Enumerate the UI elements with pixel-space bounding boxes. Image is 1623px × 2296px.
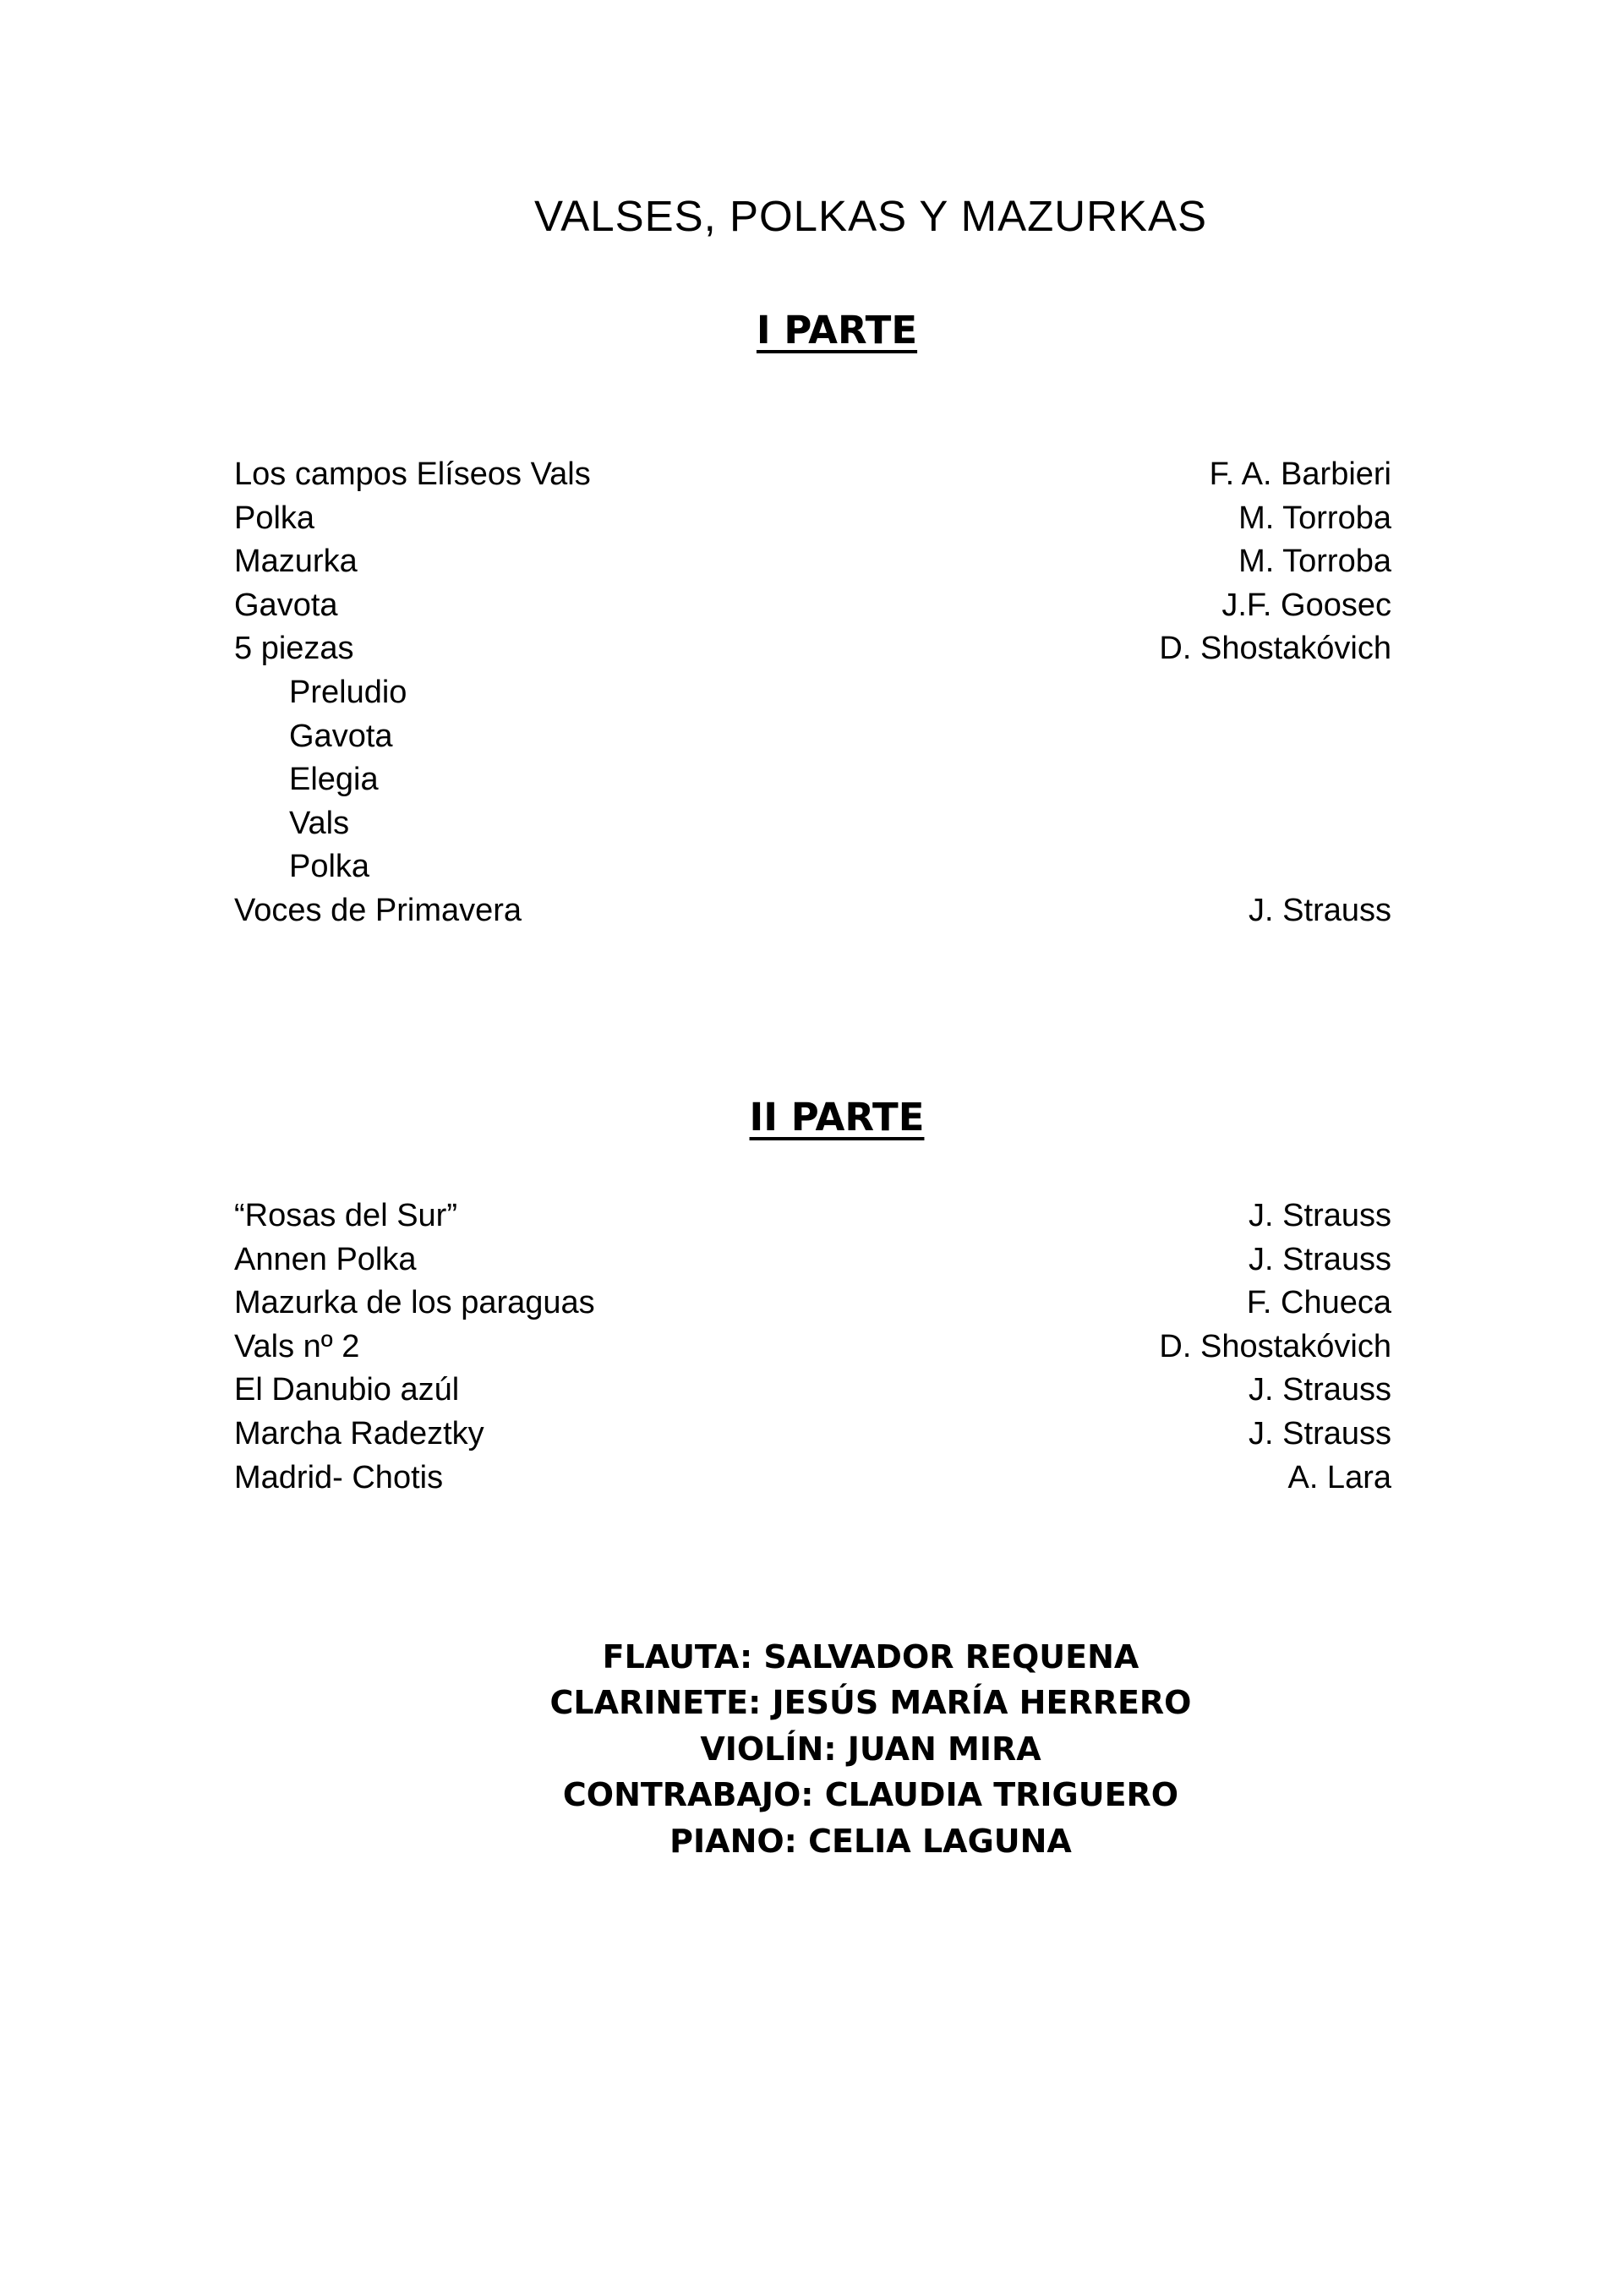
performer-line: CLARINETE: JESÚS MARÍA HERRERO [549,1684,1192,1722]
composer-name: D. Shostakóvich [1159,631,1391,667]
composer-name: J. Strauss [1249,1372,1391,1408]
composer-name: J. Strauss [1249,892,1391,928]
part-1-program-list [234,453,1391,933]
piece-title: Madrid- Chotis [234,1459,444,1495]
movement-title: Gavota [289,718,393,754]
piece-title: Voces de Primavera [234,892,522,928]
program-item [234,1369,1391,1413]
piece-title: Mazurka de los paraguas [234,1285,595,1321]
composer-name: D. Shostakóvich [1159,1328,1391,1364]
performer-line: VIOLÍN: JUAN MIRA [700,1730,1041,1768]
program-item [234,627,1391,671]
piece-title: Gavota [234,587,338,623]
composer-name: M. Torroba [1238,500,1391,536]
movement-title: Vals [289,805,350,841]
piece-title: Marcha Radeztky [234,1415,484,1451]
program-item [234,1413,1391,1457]
program-subitem [234,845,1391,889]
movement-title: Elegia [289,762,379,798]
program-subitem [234,715,1391,759]
composer-name: A. Lara [1287,1459,1391,1495]
piece-title: Annen Polka [234,1241,417,1277]
program-item [234,1194,1391,1238]
program-subitem [234,671,1391,715]
part-2-program-list [234,1194,1391,1500]
performer-line: PIANO: CELIA LAGUNA [669,1822,1072,1860]
piece-title: 5 piezas [234,631,354,667]
piece-title: Polka [234,500,315,536]
program-item [234,497,1391,541]
movement-title: Preludio [289,674,407,710]
composer-name: J.F. Goosec [1221,587,1391,623]
movement-title: Polka [289,849,370,885]
performer-line: FLAUTA: SALVADOR REQUENA [602,1638,1139,1676]
composer-name: J. Strauss [1249,1198,1391,1233]
performers-list [0,1634,1623,1864]
page-title: VALSES, POLKAS Y MAZURKAS [534,192,1207,240]
program-item [234,1326,1391,1369]
performer-line: CONTRABAJO: CLAUDIA TRIGUERO [562,1776,1179,1814]
composer-name: M. Torroba [1238,544,1391,580]
piece-title: Mazurka [234,544,358,580]
program-item [234,540,1391,584]
program-item [234,1457,1391,1501]
composer-name: F. Chueca [1246,1285,1391,1321]
program-subitem [234,802,1391,846]
part-1-heading: I PARTE [756,308,918,353]
program-item [234,584,1391,628]
program-item [234,1238,1391,1282]
piece-title: El Danubio azúl [234,1372,460,1408]
part-2-heading: II PARTE [749,1095,925,1140]
piece-title: Los campos Elíseos Vals [234,456,591,492]
piece-title: “Rosas del Sur” [234,1198,457,1233]
program-item [234,453,1391,497]
program-item [234,889,1391,933]
program-subitem [234,758,1391,802]
composer-name: F. A. Barbieri [1209,456,1391,492]
composer-name: J. Strauss [1249,1415,1391,1451]
composer-name: J. Strauss [1249,1241,1391,1277]
piece-title: Vals nº 2 [234,1328,360,1364]
program-item [234,1282,1391,1326]
